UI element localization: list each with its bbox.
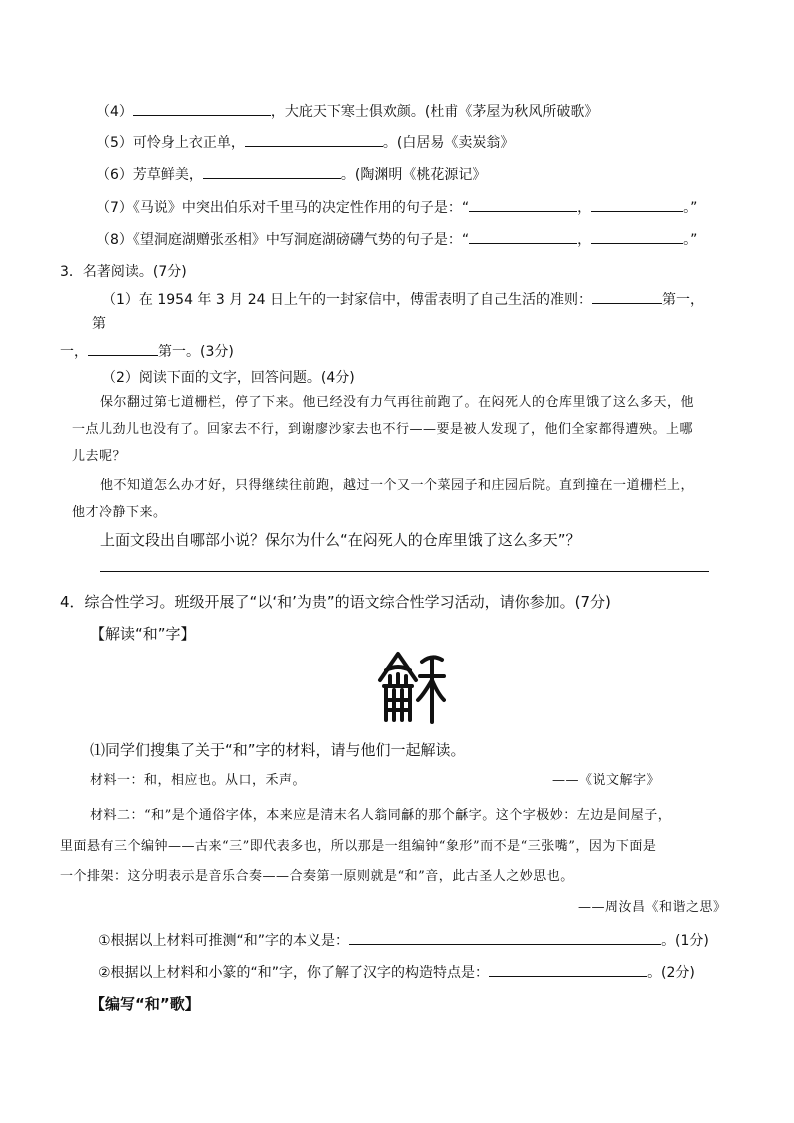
q2-item-4 bbox=[96, 101, 598, 122]
material-1-source: ——《说文解字》 bbox=[552, 773, 661, 788]
closing: 。” bbox=[683, 232, 698, 248]
q4-title: 4．综合性学习。班级开展了“以‘和’为贵”的语文综合性学习活动，请你参加。(7分) bbox=[60, 593, 611, 611]
passage-paragraph-1-line-3: 儿去呢？ bbox=[72, 449, 127, 464]
material-2-line-2: 里面悬有三个编钟——古来“三”即代表多也，所以那是一组编钟“象形”而不是“三张嘴”，因为下面是 bbox=[60, 839, 657, 854]
answer-blank-1[interactable] bbox=[469, 229, 577, 244]
q3-title: 3．名著阅读。(7分) bbox=[60, 264, 187, 280]
q2-item-6 bbox=[96, 164, 486, 185]
question-text: ①根据以上材料可推测“和”字的本义是： bbox=[98, 933, 350, 949]
item-text: ，大庇天下寒士俱欢颜。(杜甫《茅屋为秋风所破歌》 bbox=[270, 104, 599, 120]
q3-part1-line1 bbox=[102, 289, 704, 310]
material-1-text: 材料一：和，相应也。从口，禾声。 bbox=[90, 773, 307, 788]
material-2-line-3: 一个排架：这分明表示是音乐合奏——合奏第一原则就是“和”音，此古圣人之妙思也。 bbox=[60, 869, 574, 884]
answer-blank-1[interactable] bbox=[469, 197, 577, 212]
part1-text: 第一， bbox=[661, 292, 704, 308]
question-text: ②根据以上材料和小篆的“和”字，你了解了汉字的构造特点是： bbox=[98, 965, 490, 981]
answer-blank[interactable] bbox=[245, 132, 383, 147]
q3-part1-line2: 第 bbox=[92, 316, 106, 332]
sub-question-1: ⑴同学们搜集了关于“和”字的材料，请与他们一起解读。 bbox=[90, 741, 466, 759]
material-2-source: ——周汝昌《和谐之思》 bbox=[578, 900, 727, 915]
item-source: 。(白居易《卖炭翁》 bbox=[382, 135, 515, 151]
passage-paragraph-1-line-1: 保尔翻过第七道栅栏，停了下来。他已经没有力气再往前跑了。在闷死人的仓库里饿了这么多天，他 bbox=[100, 395, 695, 410]
part1-text: （1）在 1954 年 3 月 24 日上午的一封家信中，傅雷表明了自己生活的准则： bbox=[102, 292, 592, 308]
q2-item-8 bbox=[96, 229, 697, 250]
answer-blank[interactable] bbox=[349, 930, 661, 945]
part1-text: 一， bbox=[60, 344, 88, 360]
q3-question: 上面文段出自哪部小说？保尔为什么“在闷死人的仓库里饿了这么多天”？ bbox=[100, 531, 581, 549]
answer-blank[interactable] bbox=[203, 164, 341, 179]
q3-answer-line[interactable] bbox=[100, 571, 709, 572]
q3-part2-prompt: （2）阅读下面的文字，回答问题。(4分) bbox=[102, 370, 355, 386]
q3-part1-line3 bbox=[60, 341, 234, 362]
q2-item-7 bbox=[96, 197, 697, 218]
item-text: （5）可怜身上衣正单， bbox=[96, 135, 245, 151]
q2-item-5 bbox=[96, 132, 514, 153]
item-number: （4） bbox=[96, 104, 133, 120]
answer-blank[interactable] bbox=[133, 101, 271, 116]
q4-question-2 bbox=[98, 962, 695, 983]
seal-script-he-character bbox=[376, 650, 446, 726]
separator: ， bbox=[577, 232, 592, 248]
item-text: （8）《望洞庭湖赠张丞相》中写洞庭湖磅礴气势的句子是：“ bbox=[96, 232, 470, 248]
answer-blank-2[interactable] bbox=[88, 341, 158, 356]
item-source: 。(陶渊明《桃花源记》 bbox=[340, 167, 487, 183]
closing: 。” bbox=[683, 200, 698, 216]
answer-blank-1[interactable] bbox=[592, 289, 662, 304]
question-score: 。(1分) bbox=[661, 933, 709, 949]
answer-blank[interactable] bbox=[489, 962, 647, 977]
separator: ， bbox=[577, 200, 592, 216]
section-heading-interpret: 【解读“和”字】 bbox=[90, 625, 196, 643]
part1-text: 第一。(3分) bbox=[158, 344, 234, 360]
item-text: （7）《马说》中突出伯乐对千里马的决定性作用的句子是：“ bbox=[96, 200, 470, 216]
material-2-line-1: 材料二：“和”是个通俗字体，本来应是清末名人翁同龢的那个龢字。这个字极妙：左边是间屋子， bbox=[90, 808, 672, 823]
answer-blank-2[interactable] bbox=[591, 197, 683, 212]
passage-paragraph-2-line-2: 他才冷静下来。 bbox=[72, 505, 167, 520]
q4-question-1 bbox=[98, 930, 709, 951]
item-text: （6）芳草鲜美， bbox=[96, 167, 203, 183]
passage-paragraph-2-line-1: 他不知道怎么办才好，只得继续往前跑，越过一个又一个菜园子和庄园后院。直到撞在一道栅栏上， bbox=[100, 478, 695, 493]
section-heading-compose: 【编写“和”歌】 bbox=[90, 995, 200, 1013]
question-score: 。(2分) bbox=[647, 965, 695, 981]
answer-blank-2[interactable] bbox=[591, 229, 683, 244]
passage-paragraph-1-line-2: 一点儿劲儿也没有了。回家去不行，到谢廖沙家去也不行——要是被人发现了，他们全家都得遭殃。上哪 bbox=[72, 422, 694, 437]
